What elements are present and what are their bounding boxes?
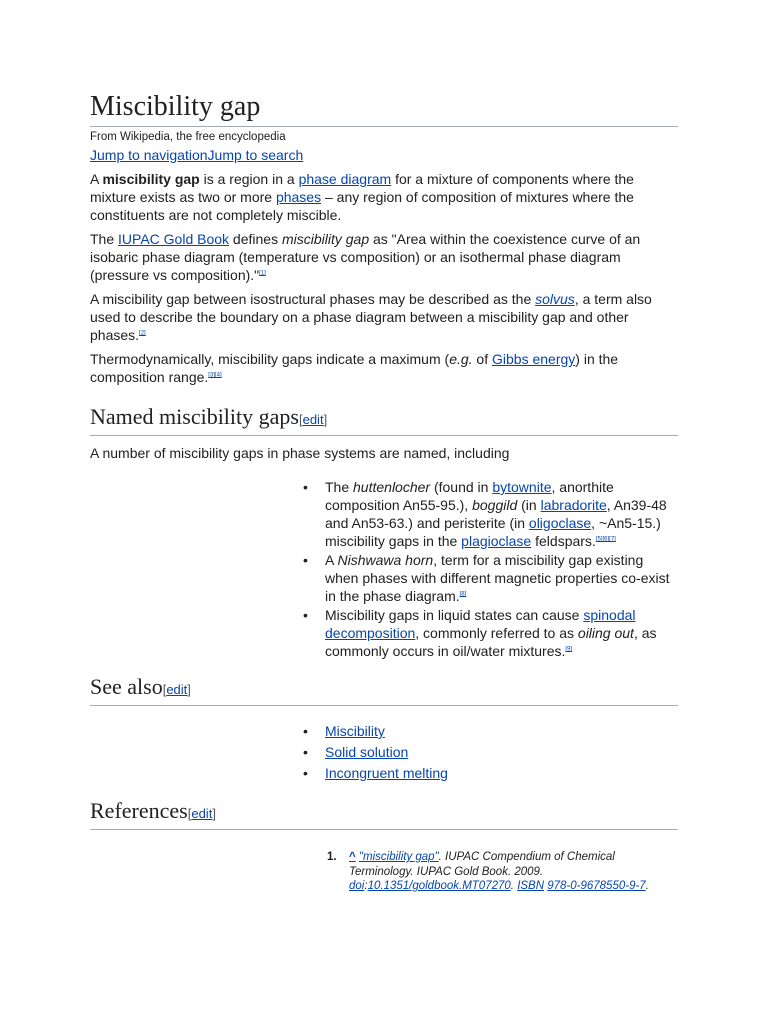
page-title: Miscibility gap	[90, 90, 678, 127]
section-heading-named-gaps	[90, 404, 678, 436]
section-heading-see-also	[90, 674, 678, 706]
section-title: See also	[90, 674, 163, 699]
edit-link[interactable]: edit	[302, 412, 324, 427]
section-title: References	[90, 798, 188, 823]
edit-link[interactable]: edit	[166, 682, 188, 697]
citation-link[interactable]: [3][4]	[208, 372, 222, 379]
text: , An39-48 and An53-63.) and peristerite (in	[325, 497, 667, 531]
phase-diagram-link[interactable]: phase diagram	[298, 171, 392, 187]
text: . IUPAC Compendium of Chemical Terminology. IUPAC Gold Book. 2009.	[349, 851, 615, 878]
bullet: •	[303, 723, 308, 739]
section-title: Named miscibility gaps	[90, 404, 299, 429]
edit-section	[299, 412, 327, 427]
list-item	[303, 551, 678, 605]
text: , as commonly occurs in oil/water mixtures.	[325, 625, 657, 659]
edit-section	[188, 806, 216, 821]
text: , ~An5-15.) miscibility gaps in the	[325, 515, 661, 549]
iupac-gold-book-link[interactable]: IUPAC Gold Book	[118, 231, 230, 247]
text: Miscibility gaps in liquid states can cause	[325, 607, 584, 623]
bracket: ]	[187, 682, 191, 697]
edit-link[interactable]: edit	[191, 806, 213, 821]
citation-link[interactable]: [5][6][7]	[595, 536, 616, 543]
text: – any region of composition of mixtures where the constituents are not completely miscible.	[90, 189, 634, 223]
list-item	[303, 764, 678, 782]
reference-item	[327, 850, 679, 894]
bullet: •	[303, 552, 308, 568]
text: as "Area within the coexistence curve of an isobaric phase diagram (temperature vs composition) or an isothermal phase diagram (pressure vs composition)."	[90, 231, 641, 283]
solid-solution-link[interactable]: Solid solution	[325, 744, 409, 760]
text: A	[90, 171, 103, 187]
section-heading-references	[90, 798, 678, 830]
list-item	[303, 606, 678, 660]
isbn-link[interactable]: ISBN	[517, 880, 545, 892]
see-also-list	[303, 722, 678, 782]
back-to-citation-link[interactable]: ^	[349, 851, 356, 863]
reference-number: 1.	[327, 851, 337, 863]
bullet: •	[303, 607, 308, 623]
jump-to-search-link[interactable]: Jump to search	[207, 147, 304, 163]
citation-link[interactable]: [2]	[139, 330, 146, 337]
list-item	[303, 743, 678, 761]
solvus-link[interactable]	[535, 291, 575, 307]
doi-link[interactable]: doi	[349, 880, 365, 892]
site-tagline: From Wikipedia, the free encyclopedia	[90, 131, 286, 143]
text: (found in	[430, 479, 493, 495]
jump-to-navigation-link[interactable]: Jump to navigation	[90, 147, 208, 163]
text: The	[325, 479, 354, 495]
gibbs-energy-link[interactable]: Gibbs energy	[492, 351, 576, 367]
oligoclase-link[interactable]: oligoclase	[528, 515, 592, 531]
bracket: [	[298, 412, 303, 427]
text: :	[364, 880, 368, 892]
isbn-value-link[interactable]: 978-0-9678550-9-7	[547, 880, 646, 892]
text: , a term also used to describe the boundary on a phase diagram between a miscibility gap and other phases.	[90, 291, 652, 343]
doi-value-link[interactable]: 10.1351/goldbook.MT07270	[367, 880, 511, 892]
references-list	[327, 850, 679, 894]
bracket: ]	[212, 806, 216, 821]
text: of	[472, 351, 493, 367]
labradorite-link[interactable]: labradorite	[540, 497, 607, 513]
text: .	[645, 880, 649, 892]
text: (in	[517, 497, 541, 513]
italic-term: Nishwawa horn	[337, 552, 434, 568]
intro-paragraph-1	[90, 170, 678, 224]
text: ) in the composition range.	[90, 351, 619, 385]
italic-term: oiling out	[577, 625, 634, 641]
bullet: •	[303, 765, 308, 781]
text: A miscibility gap between isostructural phases may be described as the	[90, 291, 536, 307]
spinodal-decomposition-link[interactable]: spinodal decomposition	[325, 607, 636, 641]
list-item	[303, 478, 678, 550]
solvus-link-text: solvus	[535, 291, 575, 307]
text: Thermodynamically, miscibility gaps indicate a maximum (	[90, 351, 450, 367]
bracket: [	[162, 682, 167, 697]
bullet: •	[303, 744, 308, 760]
plagioclase-link[interactable]: plagioclase	[461, 533, 532, 549]
italic-term: miscibility gap	[281, 231, 370, 247]
citation-link[interactable]: [8]	[459, 591, 467, 598]
bullet: •	[303, 479, 308, 495]
text: , term for a miscibility gap existing when phases with different magnetic properties co-exist in the phase diagram.	[325, 552, 670, 604]
text: .	[510, 880, 518, 892]
named-gaps-list	[303, 478, 678, 660]
incongruent-melting-link[interactable]: Incongruent melting	[325, 765, 448, 781]
edit-section	[163, 682, 191, 697]
reference-title-link[interactable]: "miscibility gap"	[358, 851, 439, 863]
jump-links	[90, 146, 678, 164]
intro-paragraph-3	[90, 290, 678, 344]
phases-link[interactable]: phases	[275, 189, 322, 205]
italic-term: e.g.	[449, 351, 473, 367]
bracket: ]	[323, 412, 328, 427]
named-gaps-lead: A number of miscibility gaps in phase systems are named, including	[90, 445, 510, 461]
italic-term: huttenlocher	[353, 479, 431, 495]
text: The	[90, 231, 119, 247]
text: A	[325, 552, 338, 568]
miscibility-link[interactable]: Miscibility	[325, 723, 385, 739]
text: is a region in a	[199, 171, 299, 187]
text: , anorthite composition An55-95.),	[325, 479, 614, 513]
intro-paragraph-2	[90, 230, 678, 284]
italic-term: boggild	[472, 497, 518, 513]
intro-paragraph-4	[90, 350, 678, 386]
text: , commonly referred to as	[415, 625, 578, 641]
text: for a mixture of components where the mixture exists as two or more	[90, 171, 634, 205]
text: defines	[229, 231, 282, 247]
list-item	[303, 722, 678, 740]
text: feldspars.	[531, 533, 596, 549]
citation-link[interactable]: [1]	[259, 270, 266, 277]
citation-link[interactable]: [9]	[565, 646, 573, 653]
bracket: [	[187, 806, 192, 821]
bold-term: miscibility gap	[102, 171, 200, 187]
bytownite-link[interactable]: bytownite	[492, 479, 552, 495]
